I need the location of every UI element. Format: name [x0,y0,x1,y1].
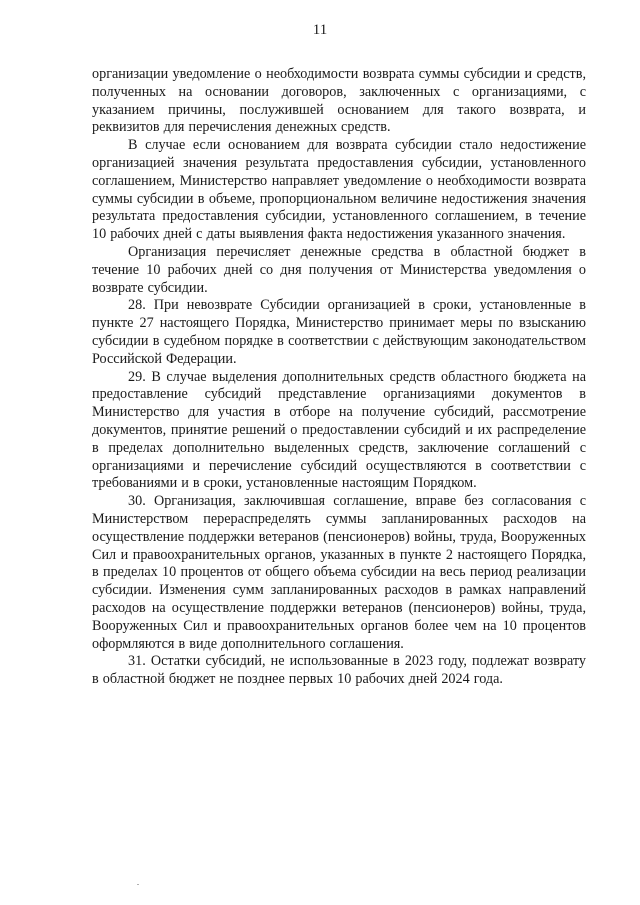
paragraph-clause-29: 29. В случае выделения дополнительных средств областного бюджета на предоставление субсидий представление организациями документов в Министерство для участия в отборе на получение субсидий, рассмотрение документов, принятие решений о предоставлении субсидий и их распределение в пределах дополнительно выделенных средств, заключение соглашений с организациями и перечисление субсидий осуществляются в соответствии с требованиями и в сроки, установленные настоящим Порядком. [92,368,586,492]
paragraph-transfer-to-budget: Организация перечисляет денежные средства в областной бюджет в течение 10 рабочих дней со дня получения от Министерства уведомления о возврате субсидии. [92,243,586,296]
page-number: 11 [312,22,328,38]
paragraph-clause-28: 28. При невозврате Субсидии организацией в сроки, установленные в пункте 27 настоящего Порядка, Министерство принимает меры по взысканию субсидии в судебном порядке в соответствии с действующим законодательством Российской Федерации. [92,297,586,367]
scan-speck [137,884,139,885]
document-body [92,66,586,689]
paragraph-clause-31: 31. Остатки субсидий, не использованные в 2023 году, подлежат возврату в областной бюджет не позднее первых 10 рабочих дней 2024 года. [92,653,586,688]
paragraph-clause-30: 30. Организация, заключившая соглашение, вправе без согласования с Министерством перераспределять суммы запланированных расходов на осуществление поддержки ветеранов (пенсионеров) войны, труда, Вооруженных Сил и правоохранительных органов, указанных в пункте 2 настоящего Порядка, в пределах 10 процентов от общего объема субсидии на весь период реализации субсидии. Изменения сумм запланированных расходов в рамках направлений расходов на осуществление поддержки ветеранов (пенсионеров) войны, труда, Вооруженных Сил и правоохранительных органов более чем на 10 процентов оформляются в виде дополнительного соглашения. [92,493,586,652]
paragraph-refund-underachievement: В случае если основанием для возврата субсидии стало недостижение организацией значения результата предоставления субсидии, установленного соглашением, Министерство направляет уведомление о необходимости возврата суммы субсидии в объеме, пропорциональном величине недостижения значения результата предоставления субсидии, установленного соглашением, в течение 10 рабочих дней с даты выявления факта недостижения указанного значения. [92,137,586,243]
paragraph-continuation: организации уведомление о необходимости возврата суммы субсидии и средств, полученных на основании договоров, заключенных с организациями, с указанием причины, послужившей основанием для такого возврата, и реквизитов для перечисления денежных средств. [92,66,586,136]
